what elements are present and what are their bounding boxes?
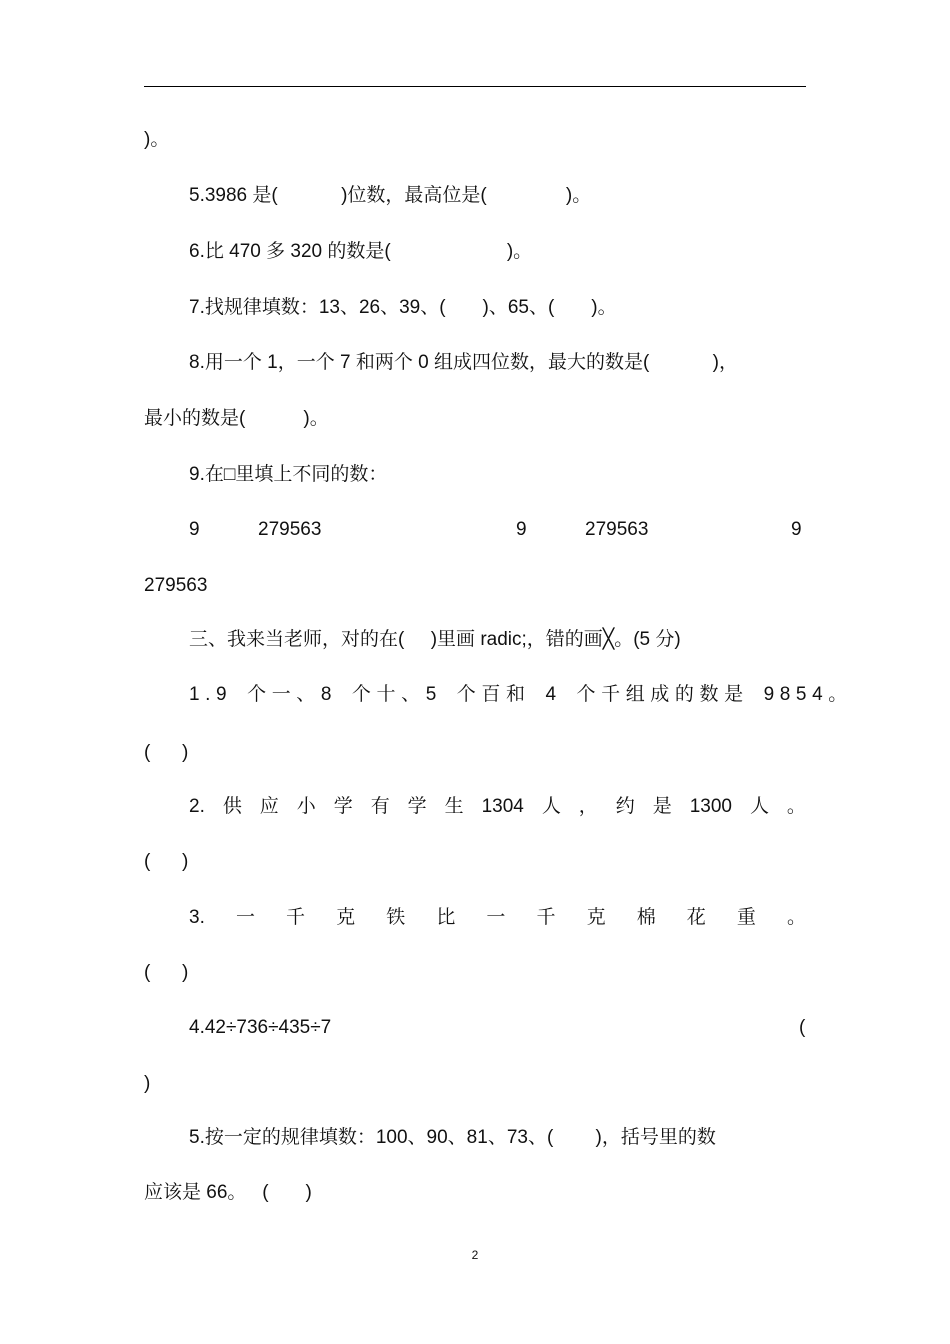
question-9: 9.在□里填上不同的数：	[189, 464, 388, 485]
word: 克	[586, 907, 606, 928]
word: 。	[786, 907, 806, 928]
word: 有	[370, 796, 390, 817]
q9-item: 9	[516, 519, 527, 540]
header-rule	[144, 86, 806, 87]
word: 克	[336, 907, 356, 928]
q9-item: 9	[189, 519, 200, 540]
word: 人	[749, 796, 769, 817]
word: 学	[333, 796, 353, 817]
word: 供	[222, 796, 242, 817]
q9-item: 279563	[144, 575, 208, 596]
question-5: 5.3986 是( )位数，最高位是( )。	[189, 185, 592, 206]
word: 比	[436, 907, 456, 928]
word: 一	[235, 907, 255, 928]
word: 应	[259, 796, 279, 817]
word: 。	[786, 796, 806, 817]
word: 千	[286, 907, 306, 928]
judge-5: 5.按一定的规律填数：100、90、81、73、( )，括号里的数	[189, 1127, 716, 1148]
judge-5-cont: 应该是 66。 ( )	[144, 1182, 312, 1203]
question-8: 8.用一个 1，一个 7 和两个 0 组成四位数，最大的数是( )，	[189, 352, 738, 373]
word: 生	[444, 796, 464, 817]
word: 千	[536, 907, 556, 928]
judge-3	[189, 906, 806, 930]
word: 约	[615, 796, 635, 817]
word: 学	[407, 796, 427, 817]
word: 铁	[386, 907, 406, 928]
word: ，	[578, 796, 598, 817]
section-3-heading: 三、我来当老师，对的在( )里画 radic;，错的画╳。(5 分)	[189, 629, 681, 650]
word: 一	[486, 907, 506, 928]
word: 1304	[481, 796, 524, 817]
judge-4-paren-open: (	[799, 1017, 806, 1038]
judge-1	[189, 683, 853, 707]
word: 2.	[189, 796, 205, 817]
word: 人	[541, 796, 561, 817]
word: 是	[652, 796, 672, 817]
word: 花	[686, 907, 706, 928]
q9-item: 9	[791, 519, 802, 540]
word: 小	[296, 796, 316, 817]
page-number: 2	[471, 1248, 479, 1262]
text-line: )。	[144, 129, 170, 150]
question-6: 6.比 470 多 320 的数是( )。	[189, 241, 533, 262]
question-8-cont: 最小的数是( )。	[144, 408, 329, 429]
judge-1-text: 1.9 个一、8 个十、5 个百和 4 个千组成的数是 9854。	[189, 684, 853, 705]
word: 1300	[689, 796, 732, 817]
word: 棉	[636, 907, 656, 928]
judge-4: 4.42÷736÷435÷7	[189, 1017, 332, 1038]
question-7: 7.找规律填数：13、26、39、( )、65、( )。	[189, 297, 617, 318]
word: 重	[736, 907, 756, 928]
judge-2	[189, 795, 806, 819]
q9-item: 279563	[585, 519, 649, 540]
judge-4-paren-close: )	[144, 1073, 151, 1094]
word: 3.	[189, 907, 205, 928]
q9-item: 279563	[258, 519, 322, 540]
judge-2-paren: ( )	[144, 851, 189, 872]
judge-1-paren: ( )	[144, 742, 189, 763]
judge-3-paren: ( )	[144, 962, 189, 983]
